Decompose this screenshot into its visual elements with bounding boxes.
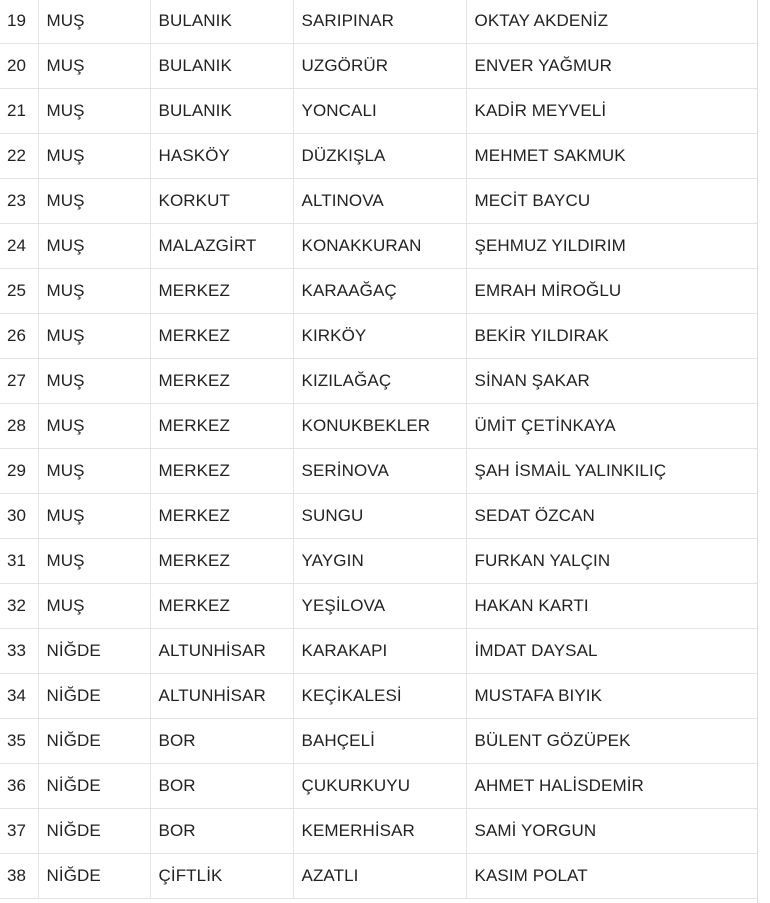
row-number-cell: 30	[0, 493, 38, 538]
neighborhood-cell: YEŞİLOVA	[293, 583, 466, 628]
neighborhood-cell: KONUKBEKLER	[293, 403, 466, 448]
row-number-cell: 19	[0, 0, 38, 43]
row-number-cell: 21	[0, 88, 38, 133]
province-cell: MUŞ	[38, 583, 150, 628]
name-cell: BÜLENT GÖZÜPEK	[466, 718, 758, 763]
district-cell: KORKUT	[150, 178, 293, 223]
row-number-cell: 20	[0, 43, 38, 88]
table-row	[0, 448, 758, 493]
name-cell: ENVER YAĞMUR	[466, 43, 758, 88]
name-cell: MUSTAFA BIYIK	[466, 673, 758, 718]
name-cell: SİNAN ŞAKAR	[466, 358, 758, 403]
name-cell: ŞAH İSMAİL YALINKILIÇ	[466, 448, 758, 493]
table-row	[0, 583, 758, 628]
neighborhood-cell: UZGÖRÜR	[293, 43, 466, 88]
district-cell: ALTUNHİSAR	[150, 673, 293, 718]
row-number-cell: 25	[0, 268, 38, 313]
table-row	[0, 538, 758, 583]
district-cell: MERKEZ	[150, 358, 293, 403]
province-cell: NİĞDE	[38, 763, 150, 808]
name-cell: BEKİR YILDIRAK	[466, 313, 758, 358]
row-number-cell: 31	[0, 538, 38, 583]
name-cell: AHMET HALİSDEMİR	[466, 763, 758, 808]
province-cell: MUŞ	[38, 0, 150, 43]
row-number-cell: 36	[0, 763, 38, 808]
neighborhood-cell: KIRKÖY	[293, 313, 466, 358]
row-number-cell: 33	[0, 628, 38, 673]
table-row	[0, 43, 758, 88]
district-cell: BOR	[150, 718, 293, 763]
province-cell: MUŞ	[38, 223, 150, 268]
row-number-cell: 27	[0, 358, 38, 403]
row-number-cell: 37	[0, 808, 38, 853]
table-row	[0, 808, 758, 853]
province-cell: MUŞ	[38, 448, 150, 493]
name-cell: HAKAN KARTI	[466, 583, 758, 628]
row-number-cell: 38	[0, 853, 38, 898]
row-number-cell: 26	[0, 313, 38, 358]
name-cell: EMRAH MİROĞLU	[466, 268, 758, 313]
province-cell: MUŞ	[38, 178, 150, 223]
district-cell: ALTUNHİSAR	[150, 628, 293, 673]
name-cell: KADİR MEYVELİ	[466, 88, 758, 133]
province-cell: MUŞ	[38, 403, 150, 448]
row-number-cell: 29	[0, 448, 38, 493]
district-cell: BOR	[150, 763, 293, 808]
province-cell: NİĞDE	[38, 673, 150, 718]
table-row	[0, 718, 758, 763]
name-cell: MECİT BAYCU	[466, 178, 758, 223]
neighborhood-cell: ALTINOVA	[293, 178, 466, 223]
name-cell: KASIM POLAT	[466, 853, 758, 898]
district-cell: MERKEZ	[150, 268, 293, 313]
district-cell: MALAZGİRT	[150, 223, 293, 268]
district-cell: BULANIK	[150, 43, 293, 88]
province-cell: NİĞDE	[38, 808, 150, 853]
table-row	[0, 763, 758, 808]
district-cell: HASKÖY	[150, 133, 293, 178]
neighborhood-cell: BAHÇELİ	[293, 718, 466, 763]
district-cell: MERKEZ	[150, 313, 293, 358]
province-cell: NİĞDE	[38, 718, 150, 763]
name-cell: SAMİ YORGUN	[466, 808, 758, 853]
district-cell: MERKEZ	[150, 403, 293, 448]
neighborhood-cell: SERİNOVA	[293, 448, 466, 493]
name-cell: FURKAN YALÇIN	[466, 538, 758, 583]
province-cell: MUŞ	[38, 43, 150, 88]
table-row	[0, 403, 758, 448]
row-number-cell: 32	[0, 583, 38, 628]
district-cell: MERKEZ	[150, 583, 293, 628]
neighborhood-cell: SARIPINAR	[293, 0, 466, 43]
province-cell: MUŞ	[38, 313, 150, 358]
table-row	[0, 88, 758, 133]
district-cell: MERKEZ	[150, 448, 293, 493]
neighborhood-cell: KIZILAĞAÇ	[293, 358, 466, 403]
district-cell: BULANIK	[150, 0, 293, 43]
table-row	[0, 313, 758, 358]
province-cell: NİĞDE	[38, 628, 150, 673]
neighborhood-cell: ÇUKURKUYU	[293, 763, 466, 808]
table-row	[0, 673, 758, 718]
neighborhood-cell: YAYGIN	[293, 538, 466, 583]
neighborhood-cell: KEÇİKALESİ	[293, 673, 466, 718]
table-row	[0, 358, 758, 403]
district-cell: ÇİFTLİK	[150, 853, 293, 898]
table-row	[0, 178, 758, 223]
table-row	[0, 493, 758, 538]
province-cell: MUŞ	[38, 133, 150, 178]
district-cell: BULANIK	[150, 88, 293, 133]
table-row	[0, 223, 758, 268]
row-number-cell: 24	[0, 223, 38, 268]
neighborhood-cell: KARAAĞAÇ	[293, 268, 466, 313]
name-cell: İMDAT DAYSAL	[466, 628, 758, 673]
row-number-cell: 35	[0, 718, 38, 763]
neighborhood-cell: KEMERHİSAR	[293, 808, 466, 853]
province-cell: NİĞDE	[38, 853, 150, 898]
neighborhood-cell: SUNGU	[293, 493, 466, 538]
province-cell: MUŞ	[38, 358, 150, 403]
neighborhood-cell: DÜZKIŞLA	[293, 133, 466, 178]
row-number-cell: 28	[0, 403, 38, 448]
row-number-cell: 23	[0, 178, 38, 223]
neighborhood-cell: KARAKAPI	[293, 628, 466, 673]
row-number-cell: 22	[0, 133, 38, 178]
neighborhood-cell: YONCALI	[293, 88, 466, 133]
row-number-cell: 34	[0, 673, 38, 718]
table-row	[0, 853, 758, 898]
neighborhood-cell: AZATLI	[293, 853, 466, 898]
province-cell: MUŞ	[38, 538, 150, 583]
province-cell: MUŞ	[38, 493, 150, 538]
name-cell: OKTAY AKDENİZ	[466, 0, 758, 43]
province-cell: MUŞ	[38, 268, 150, 313]
district-cell: MERKEZ	[150, 538, 293, 583]
name-cell: MEHMET SAKMUK	[466, 133, 758, 178]
name-cell: ÜMİT ÇETİNKAYA	[466, 403, 758, 448]
table-row	[0, 133, 758, 178]
name-cell: SEDAT ÖZCAN	[466, 493, 758, 538]
table-row	[0, 628, 758, 673]
table-row	[0, 268, 758, 313]
province-cell: MUŞ	[38, 88, 150, 133]
name-cell: ŞEHMUZ YILDIRIM	[466, 223, 758, 268]
table-row	[0, 0, 758, 43]
district-cell: BOR	[150, 808, 293, 853]
neighborhood-cell: KONAKKURAN	[293, 223, 466, 268]
district-cell: MERKEZ	[150, 493, 293, 538]
